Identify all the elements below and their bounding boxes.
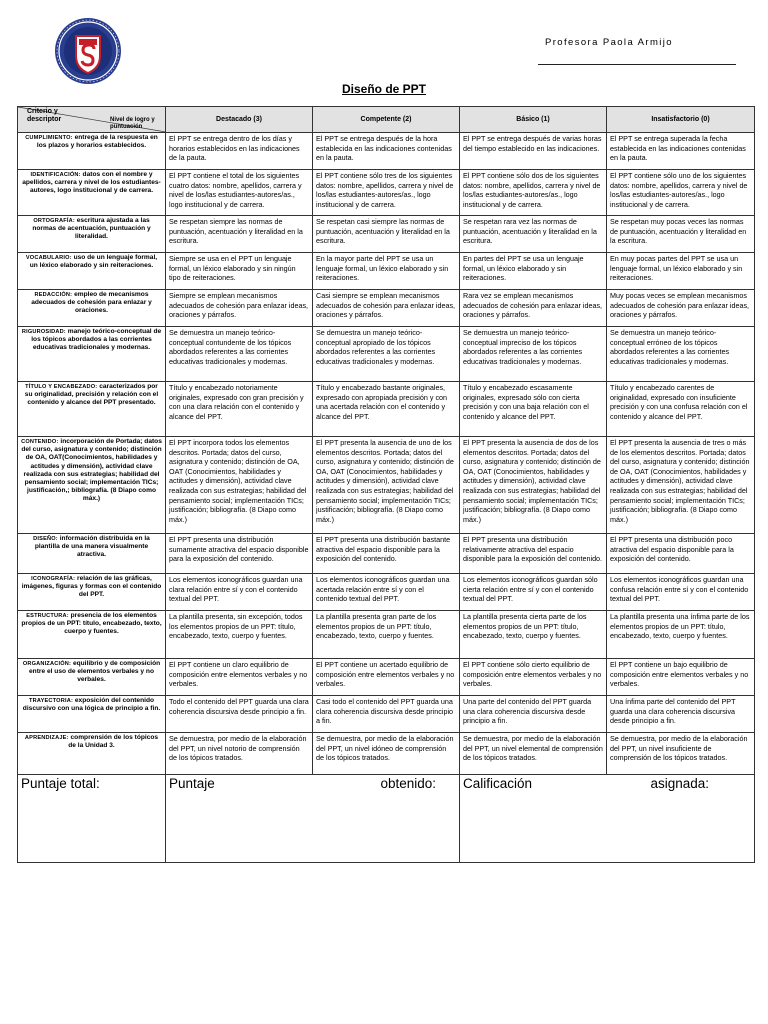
level-descriptor-cell: El PPT presenta una distribución poco atractiva del espacio disponible para la exposición del contenido.	[607, 534, 755, 574]
corner-top-label: Criterio y descriptor	[27, 108, 62, 123]
criterion-key: DISEÑO:	[33, 536, 58, 542]
level-descriptor-cell: Casi todo el contenido del PPT guarda una clara coherencia discursiva desde principio a fin.	[313, 696, 460, 733]
level-descriptor-cell: Se demuestra un manejo teórico-conceptual erróneo de los tópicos abordados referentes a las corrientes educativas tradicionales y modernas.	[607, 327, 755, 382]
level-descriptor-cell: La plantilla presenta, sin excepción, todos los elementos propios de un PPT: título, encabezado, texto, cuerpo y fuentes.	[166, 611, 313, 659]
level-descriptor-cell: El PPT se entrega superada la fecha establecida en las indicaciones contenidas en la pauta.	[607, 133, 755, 170]
rubric-row	[18, 253, 755, 290]
document-title: Diseño de PPT	[341, 82, 427, 96]
level-descriptor-cell: El PPT incorpora todos los elementos descritos. Portada; datos del curso, asignatura y contenido; distinción de OA, OAT (Conocimientos, habilidades y actitudes y dimensión), actividad clave realizada con sus estrategias; habilidad del pensamiento social; implementación TICs; justificación; bibliografía. (8 Diapo como máx.)	[166, 437, 313, 534]
level-descriptor-cell: El PPT contiene el total de los siguientes cuatro datos: nombre, apellidos, carrera y nivel de los/las estudiantes-autores/as., logo institucional y de carrera.	[166, 170, 313, 216]
rubric-row	[18, 733, 755, 775]
rubric-table	[17, 106, 755, 863]
criterion-cell	[18, 659, 166, 696]
criterion-key: ORTOGRAFÍA:	[33, 218, 75, 224]
level-descriptor-cell: Se demuestra un manejo teórico-conceptual impreciso de los tópicos abordados referentes a las corrientes educativas tradicionales y modernas.	[460, 327, 607, 382]
criterion-description: uso de un lenguaje formal, un léxico elaborado y sin reiteraciones.	[29, 254, 158, 270]
level-descriptor-cell: Muy pocas veces se emplean mecanismos adecuados de cohesión para enlazar ideas, oraciones y párrafos.	[607, 290, 755, 327]
total-score-cell	[18, 775, 166, 863]
criterion-cell	[18, 696, 166, 733]
criterion-description: empleo de mecanismos adecuados de cohesión para enlazar y oraciones.	[31, 291, 152, 315]
level-descriptor-cell: El PPT presenta una distribución bastante atractiva del espacio disponible para la exposición del contenido.	[313, 534, 460, 574]
level-descriptor-cell: El PPT presenta la ausencia de uno de los elementos descritos. Portada; datos del curso, asignatura y contenido; distinción de OA, OAT (Conocimientos, habilidades y actitudes y dimensión), actividad clave realizada con sus estrategias; habilidad del pensamiento social; implementación TICs; justificación; bibliografía. (8 Diapo como máx.)	[313, 437, 460, 534]
rubric-row	[18, 574, 755, 611]
grade-cell	[460, 775, 755, 863]
level-descriptor-cell: Siempre se usa en el PPT un lenguaje formal, un léxico elaborado y sin ningún tipo de reiteraciones.	[166, 253, 313, 290]
criterion-cell	[18, 611, 166, 659]
criterion-cell	[18, 327, 166, 382]
level-descriptor-cell: Título y encabezado escasamente originales, expresado sólo con cierta precisión y con una baja relación con el contenido y alcance del PPT.	[460, 382, 607, 437]
criterion-key: TRAYECTORIA:	[28, 698, 74, 704]
level-descriptor-cell: La plantilla presenta gran parte de los elementos propios de un PPT: título, encabezado, texto, cuerpo y fuentes.	[313, 611, 460, 659]
level-descriptor-cell: Casi siempre se emplean mecanismos adecuados de cohesión para enlazar ideas, oraciones y párrafos.	[313, 290, 460, 327]
level-descriptor-cell: En la mayor parte del PPT se usa un lenguaje formal, un léxico elaborado y sin reiteraciones.	[313, 253, 460, 290]
criterion-cell	[18, 574, 166, 611]
level-descriptor-cell: Los elementos iconográficos guardan una clara relación entre sí y con el contenido textual del PPT.	[166, 574, 313, 611]
institution-logo	[46, 16, 130, 86]
level-descriptor-cell: El PPT contiene sólo cierto equilibrio de composición entre elementos verbales y no verbales.	[460, 659, 607, 696]
level-descriptor-cell: El PPT contiene un claro equilibrio de composición entre elementos verbales y no verbales.	[166, 659, 313, 696]
criterion-cell	[18, 170, 166, 216]
level-descriptor-cell: Se demuestra, por medio de la elaboración del PPT, un nivel notorio de comprensión de los tópicos tratados.	[166, 733, 313, 775]
level-descriptor-cell: Se demuestra un manejo teórico-conceptual contundente de los tópicos abordados referentes a las corrientes educativas tradicionales y modernas.	[166, 327, 313, 382]
level-descriptor-cell: El PPT se entrega después de varias horas del tiempo establecido en las indicaciones.	[460, 133, 607, 170]
level-header-competente: Competente (2)	[313, 107, 460, 133]
rubric-row	[18, 382, 755, 437]
level-descriptor-cell: Rara vez se emplean mecanismos adecuados de cohesión para enlazar ideas, oraciones y párrafos.	[460, 290, 607, 327]
level-descriptor-cell: En muy pocas partes del PPT se usa un lenguaje formal, un léxico elaborado y sin reiteraciones.	[607, 253, 755, 290]
rubric-row	[18, 170, 755, 216]
level-descriptor-cell: El PPT presenta la ausencia de dos de los elementos descritos. Portada; datos del curso, asignatura y contenido; distinción de OA, OAT (Conocimientos, habilidades y actitudes y dimensión), actividad clave realizada con sus estrategias; habilidad del pensamiento social; implementación TICs; justificación; bibliografía. (8 Diapo como máx.)	[460, 437, 607, 534]
level-descriptor-cell: La plantilla presenta cierta parte de los elementos propios de un PPT: título, encabezado, texto, cuerpo y fuentes.	[460, 611, 607, 659]
level-header-insatisfactorio: Insatisfactorio (0)	[607, 107, 755, 133]
level-descriptor-cell: Se demuestra, por medio de la elaboración del PPT, un nivel idóneo de comprensión de los tópicos tratados.	[313, 733, 460, 775]
rubric-row	[18, 696, 755, 733]
criterion-key: ICONOGRAFÍA:	[31, 576, 76, 582]
level-descriptor-cell: Los elementos iconográficos guardan una confusa relación entre sí y con el contenido textual del PPT.	[607, 574, 755, 611]
rubric-row	[18, 659, 755, 696]
criterion-description: exposición del contenido discursivo con una lógica de principio a fin.	[22, 697, 161, 713]
level-descriptor-cell: El PPT presenta una distribución relativamente atractiva del espacio disponible para la exposición del contenido.	[460, 534, 607, 574]
criterion-description: escritura ajustada a las normas de acentuación, puntuación y literalidad.	[32, 217, 151, 241]
rubric-row	[18, 534, 755, 574]
level-descriptor-cell: La plantilla presenta una ínfima parte de los elementos propios de un PPT: título, encabezado, texto, cuerpo y fuentes.	[607, 611, 755, 659]
level-descriptor-cell: El PPT contiene un acertado equilibrio de composición entre elementos verbales y no verbales.	[313, 659, 460, 696]
level-header-basico: Básico (1)	[460, 107, 607, 133]
level-descriptor-cell: Los elementos iconográficos guardan una acertada relación entre sí y con el contenido textual del PPT.	[313, 574, 460, 611]
criterion-description: caracterizados por su originalidad, precisión y relación con el contenido y alcance del PPT presentado.	[24, 383, 159, 407]
rubric-row	[18, 611, 755, 659]
criterion-key: APRENDIZAJE:	[24, 735, 69, 741]
signature-line	[538, 64, 736, 65]
criterion-cell	[18, 253, 166, 290]
criterion-key: CONTENIDO:	[21, 439, 59, 445]
level-descriptor-cell: Siempre se emplean mecanismos adecuados de cohesión para enlazar ideas, oraciones y párrafos.	[166, 290, 313, 327]
rubric-row	[18, 437, 755, 534]
level-descriptor-cell: Se respetan rara vez las normas de puntuación, acentuación y literalidad en la escritura.	[460, 216, 607, 253]
criterion-cell	[18, 290, 166, 327]
obtained-label-right: obtenido:	[380, 776, 436, 791]
level-descriptor-cell: El PPT contiene sólo uno de los siguientes datos: nombre, apellidos, carrera y nivel de los/las estudiantes-autores/as., logo institucional y de carrera.	[607, 170, 755, 216]
obtained-label-left: Puntaje	[169, 776, 215, 791]
criterion-key: IDENTIFICACIÓN:	[30, 172, 81, 178]
level-descriptor-cell: Se respetan siempre las normas de puntuación, acentuación y literalidad en la escritura.	[166, 216, 313, 253]
criterion-description: relación de las gráficas, imágenes, figuras y formas con el contenido del PPT.	[21, 575, 162, 599]
criterion-key: REDACCIÓN:	[34, 292, 73, 298]
level-descriptor-cell: El PPT contiene sólo tres de los siguientes datos: nombre, apellidos, carrera y nivel de los/las estudiantes-autores/as., logo institucional y de carrera.	[313, 170, 460, 216]
level-descriptor-cell: El PPT presenta la ausencia de tres o más de los elementos descritos. Portada; datos del curso, asignatura y contenido; distinción de OA, OAT (Conocimientos, habilidades y actitudes y dimensión), actividad clave realizada con sus estrategias; habilidad del pensamiento social; implementación TICs; justificación; bibliografía. (8 Diapo como máx.)	[607, 437, 755, 534]
level-descriptor-cell: Se respetan casi siempre las normas de puntuación, acentuación y literalidad en la escritura.	[313, 216, 460, 253]
level-header-destacado: Destacado (3)	[166, 107, 313, 133]
criterion-key: ORGANIZACIÓN:	[22, 661, 72, 667]
level-descriptor-cell: Una ínfima parte del contenido del PPT guarda una clara coherencia discursiva desde principio a fin.	[607, 696, 755, 733]
teacher-name: Profesora Paola Armijo	[545, 37, 673, 48]
level-descriptor-cell: Todo el contenido del PPT guarda una clara coherencia discursiva desde principio a fin.	[166, 696, 313, 733]
criterion-description: información distribuida en la plantilla de una manera visualmente atractiva.	[34, 535, 150, 559]
criterion-description: presencia de los elementos propios de un PPT: título, encabezado, texto, cuerpo y fuentes.	[21, 612, 162, 636]
corner-header	[18, 107, 166, 133]
level-descriptor-cell: En partes del PPT se usa un lenguaje formal, un léxico elaborado y sin reiteraciones.	[460, 253, 607, 290]
criterion-cell	[18, 216, 166, 253]
criterion-cell	[18, 437, 166, 534]
grade-label-right: asignada:	[650, 776, 709, 791]
rubric-body	[18, 133, 755, 775]
criterion-description: entrega de la respuesta en los plazos y horarios establecidos.	[36, 134, 158, 150]
criterion-cell	[18, 534, 166, 574]
rubric-row	[18, 327, 755, 382]
criterion-key: RIGUROSIDAD:	[21, 329, 66, 335]
criterion-cell	[18, 382, 166, 437]
level-descriptor-cell: El PPT contiene sólo dos de los siguientes datos: nombre, apellidos, carrera y nivel de los/las estudiantes-autores/as., logo institucional y de carrera.	[460, 170, 607, 216]
criterion-key: TÍTULO Y ENCABEZADO:	[25, 384, 98, 390]
rubric-header-row	[18, 107, 755, 133]
level-descriptor-cell: Se demuestra, por medio de la elaboración del PPT, un nivel insuficiente de comprensión de los tópicos tratados.	[607, 733, 755, 775]
level-descriptor-cell: Una parte del contenido del PPT guarda una clara coherencia discursiva desde principio a fin.	[460, 696, 607, 733]
level-descriptor-cell: El PPT contiene un bajo equilibrio de composición entre elementos verbales y no verbales.	[607, 659, 755, 696]
rubric-row	[18, 290, 755, 327]
criterion-description: incorporación de Portada; datos del curso, asignatura y contenido; distinción de OA, OAT(Conocimientos, habilidades y actitudes y dimensión), actividad clave realizada con sus estrategias; habilidad del pensamiento social; implementación TICs; justificación,; bibliografía. (8 Diapo como máx.)	[21, 438, 162, 503]
level-descriptor-cell: Los elementos iconográficos guardan sólo cierta relación entre sí y con el contenido textual del PPT.	[460, 574, 607, 611]
criterion-description: datos con el nombre y apellidos, carrera y nivel de los estudiantes-autores, logo institucional y de carrera.	[22, 171, 161, 195]
level-descriptor-cell: El PPT se entrega después de la hora establecida en las indicaciones contenidas en la pauta.	[313, 133, 460, 170]
level-descriptor-cell: El PPT se entrega dentro de los días y horarios establecidos en las indicaciones de la pauta.	[166, 133, 313, 170]
rubric-row	[18, 133, 755, 170]
level-descriptor-cell: Título y encabezado bastante originales, expresado con apropiada precisión y con una acertada relación con el contenido y alcance del PPT.	[313, 382, 460, 437]
criterion-cell	[18, 133, 166, 170]
criterion-description: equilibrio y de composición entre el uso de elementos verbales y no verbales.	[29, 660, 161, 684]
criterion-description: comprensión de los tópicos de la Unidad 3.	[68, 734, 159, 750]
total-score-label: Puntaje total:	[21, 776, 100, 791]
criterion-key: ESTRUCTURA:	[26, 613, 69, 619]
level-descriptor-cell: Se demuestra un manejo teórico-conceptual apropiado de los tópicos abordados referentes a las corrientes educativas tradicionales y modernas.	[313, 327, 460, 382]
level-descriptor-cell: Título y encabezado notoriamente originales, expresado con gran precisión y con una clara relación con el contenido y alcance del PPT.	[166, 382, 313, 437]
criterion-description: manejo teórico-conceptual de los tópicos abordados a las corrientes educativas tradicionales y modernas.	[31, 328, 162, 352]
criterion-key: CUMPLIMIENTO:	[25, 135, 73, 141]
obtained-score-cell	[166, 775, 460, 863]
score-row	[18, 775, 755, 863]
grade-label-left: Calificación	[463, 776, 533, 791]
criterion-cell	[18, 733, 166, 775]
level-descriptor-cell: El PPT presenta una distribución sumamente atractiva del espacio disponible para la exposición del contenido.	[166, 534, 313, 574]
level-descriptor-cell: Se respetan muy pocas veces las normas de puntuación, acentuación y literalidad en la escritura.	[607, 216, 755, 253]
level-descriptor-cell: Se demuestra, por medio de la elaboración del PPT, un nivel elemental de comprensión de los tópicos tratados.	[460, 733, 607, 775]
level-descriptor-cell: Título y encabezado carentes de originalidad, expresado con insuficiente precisión y con una confusa relación con el contenido y alcance del PPT.	[607, 382, 755, 437]
rubric-row	[18, 216, 755, 253]
corner-bottom-label: Nivel de logro y puntuación	[110, 117, 155, 130]
criterion-key: VOCABULARIO:	[25, 255, 72, 261]
